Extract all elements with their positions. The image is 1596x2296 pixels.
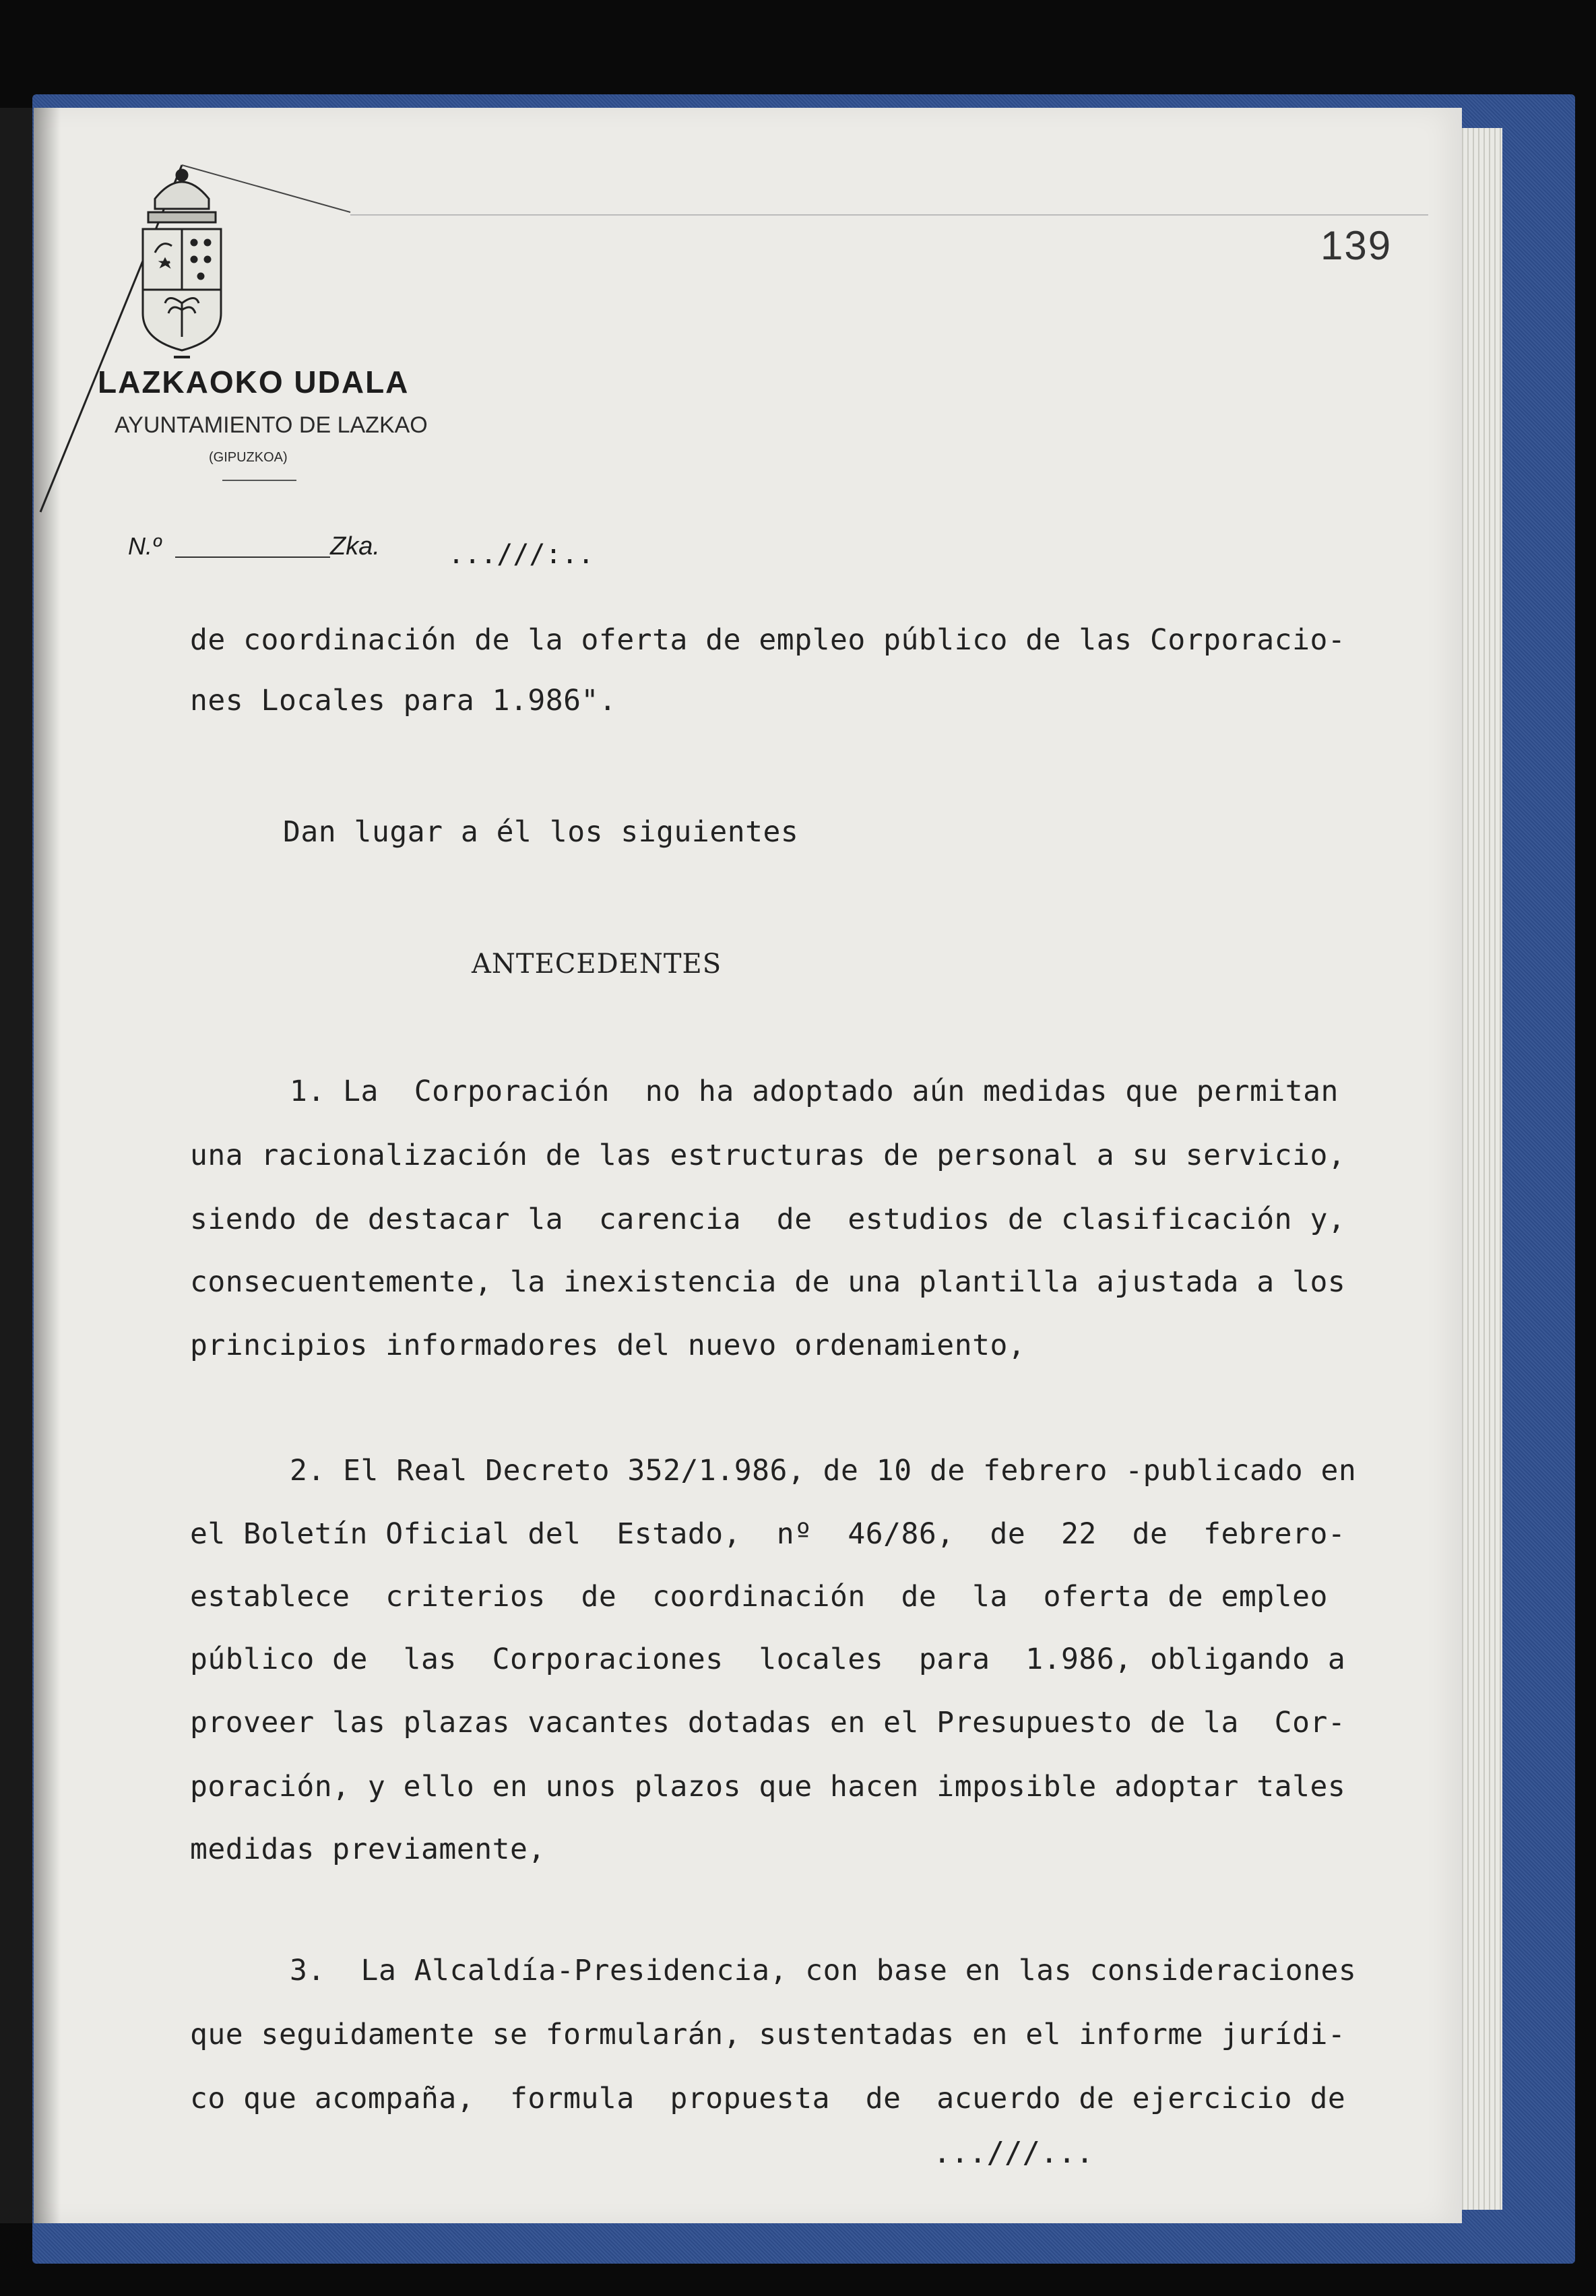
text-line: una racionalización de las estructuras de personal a su servicio, — [190, 1139, 1346, 1172]
text-line: el Boletín Oficial del Estado, nº 46/86, de 22 de febrero- — [190, 1517, 1346, 1551]
text-line: siendo de destacar la carencia de estudios de clasificación y, — [190, 1203, 1346, 1236]
coat-of-arms-logo — [128, 158, 236, 360]
text-line: 1. La Corporación no ha adoptado aún medidas que permitan — [290, 1075, 1339, 1108]
text-line: proveer las plazas vacantes dotadas en el Presupuesto de la Cor- — [190, 1706, 1346, 1740]
text-line: de coordinación de la oferta de empleo público de las Corporacio- — [190, 623, 1346, 657]
lead-line: Dan lugar a él los siguientes — [283, 815, 799, 849]
reference-number-label: N.º — [128, 532, 162, 560]
text-line: público de las Corporaciones locales para 1.986, obligando a — [190, 1643, 1346, 1676]
organization-province: (GIPUZKOA) — [209, 450, 288, 465]
text-line: 2. El Real Decreto 352/1.986, de 10 de febrero -publicado en — [290, 1454, 1357, 1488]
text-line: que seguidamente se formularán, sustentadas en el informe jurídi- — [190, 2018, 1346, 2051]
text-line: poración, y ello en unos plazos que hacen imposible adoptar tales — [190, 1770, 1346, 1804]
letterhead-rule — [222, 480, 296, 481]
reference-zka-label: Zka. — [330, 532, 380, 561]
page-number: 139 — [1320, 223, 1393, 268]
organization-name: LAZKAOKO UDALA — [98, 364, 410, 400]
reference-number-line — [175, 556, 330, 558]
continuation-mark-top: ...///:.. — [448, 539, 594, 570]
continuation-mark-bottom: ...///... — [933, 2136, 1094, 2170]
organization-subtitle: AYUNTAMIENTO DE LAZKAO — [115, 412, 428, 438]
text-line: 3. La Alcaldía-Presidencia, con base en las consideraciones — [290, 1954, 1357, 1987]
text-line: consecuentemente, la inexistencia de una plantilla ajustada a los — [190, 1265, 1346, 1299]
text-line: establece criterios de coordinación de la oferta de empleo — [190, 1580, 1328, 1614]
text-line: medidas previamente, — [190, 1832, 546, 1866]
text-line: principios informadores del nuevo ordenamiento, — [190, 1329, 1026, 1362]
text-line: nes Locales para 1.986". — [190, 684, 617, 718]
section-heading: ANTECEDENTES — [472, 949, 722, 980]
text-line: co que acompaña, formula propuesta de acuerdo de ejercicio de — [190, 2082, 1346, 2115]
